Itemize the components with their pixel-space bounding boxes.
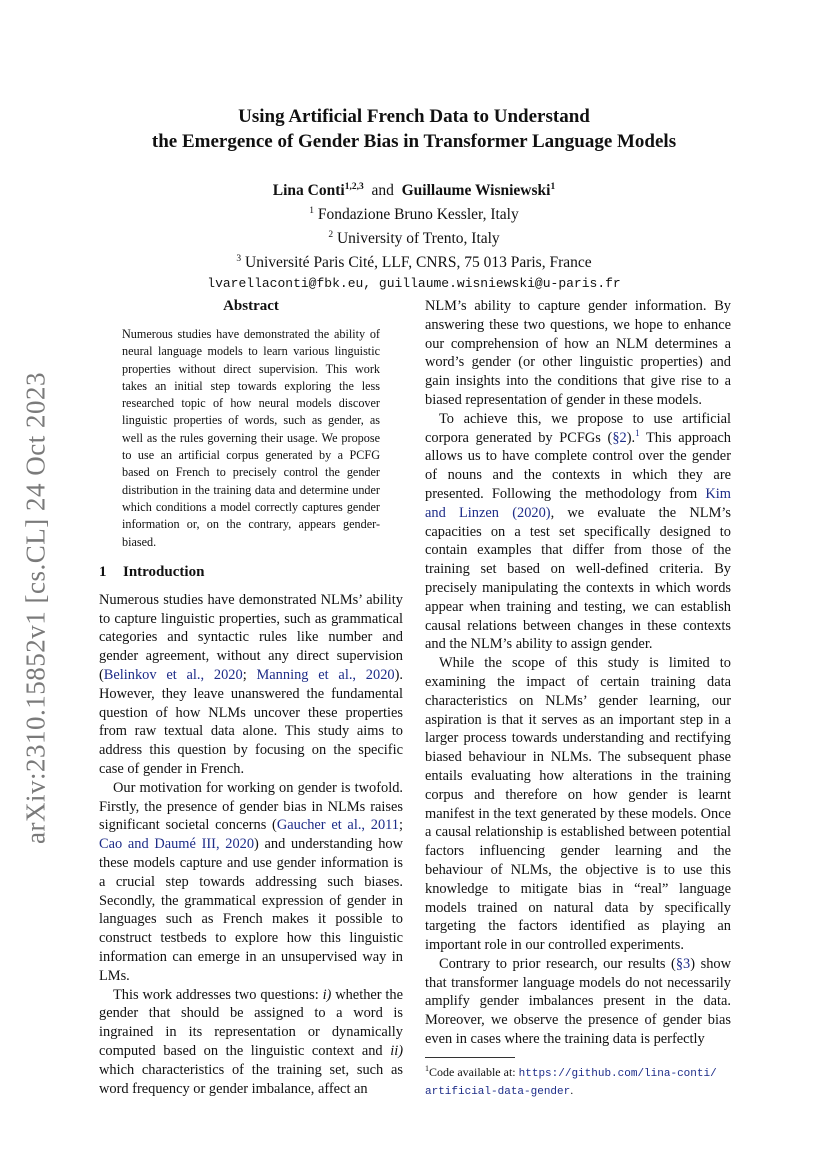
affiliation-3 (90, 249, 738, 273)
affiliation-2-text: University of Trento, Italy (336, 230, 500, 248)
footnote-label: Code available at: (429, 1064, 519, 1079)
code-repository-link-part-2[interactable]: artificial-data-gender (425, 1085, 571, 1098)
affiliation-2-number: 2 (328, 230, 334, 241)
right-paragraph-1: NLM’s ability to capture gender information. By answering these two questions, we hope to enhance our comprehension of how an NLM determines a word’s gender (or other linguistic properties) and gain insights into the conditions that give rise to a biased representation of gender in these models. (425, 298, 731, 408)
author-1-name: Lina Conti (272, 182, 345, 200)
arxiv-identifier-text: arXiv:2310.15852v1 [cs.CL] 24 Oct 2023 (20, 372, 51, 844)
citation-gaucher[interactable]: Gaucher et al., 2011 (276, 817, 399, 834)
citation-cao-daume[interactable]: Cao and Daumé III, 2020 (99, 836, 255, 853)
intro-paragraph-1: Numerous studies have demonstrated NLMs’ ability to capture linguistic properties, such as grammatical categories and syntactic rules like number and gender agreement, without any direct supervision (Belinkov et al., 2020; Manning et al., 2020). However, they leave unanswered the fundamental question of how NLMs uncover these properties from raw textual data alone. This study aims to address this question by focusing on the specific case of gender in French. (99, 591, 403, 778)
citation-kim-linzen[interactable]: Kim and Linzen (2020) (425, 485, 731, 521)
section-heading-introduction (99, 562, 403, 582)
footnote-number: 1 (425, 1063, 429, 1073)
author-2-name: Guillaume Wisniewski (401, 182, 551, 200)
author-list (90, 177, 738, 201)
section-2-reference[interactable]: §2 (612, 429, 627, 446)
footnote-1: $^1$Code available at: https://github.com/lina-conti/ artificial-data-gender. (425, 1063, 717, 1098)
author-emails[interactable]: lvarellaconti@fbk.eu, guillaume.wisniewski@u-paris.fr (207, 275, 621, 291)
paper-title (90, 104, 738, 154)
author-1-affiliation-marks: 1,2,3 (344, 182, 364, 192)
affiliation-1-text: Fondazione Bruno Kessler, Italy (317, 206, 519, 224)
intro-paragraph-2: Our motivation for working on gender is twofold. Firstly, the presence of gender bias in NLMs raises significant societal concerns (Gaucher et al., 2011; Cao and Daumé III, 2020) and understanding how these models capture and use gender information is a crucial step towards addressing such biases. Secondly, the grammatical expression of gender in languages such as French makes it possible to construct testbeds to explore how this linguistic information can emerge in an unsupervised way in LMs. (99, 779, 403, 984)
intro-paragraph-3: This work addresses two questions: i) whether the gender that should be assigned to a word is ingrained in its representation or dynamically computed based on the linguistic context and ii) which characteristics of the training set, such as word frequency or gender imbalance, affect an (99, 986, 404, 1097)
title-line-2: the Emergence of Gender Bias in Transformer Language Models (151, 131, 677, 152)
abstract-heading: Abstract (223, 298, 279, 314)
section-title: Introduction (123, 563, 205, 580)
footnote-1-marker[interactable]: 1 (635, 427, 640, 438)
arxiv-identifier-stamp (16, 368, 56, 848)
author-joiner: and (371, 182, 394, 200)
affiliation-1-number: 1 (309, 206, 315, 217)
paper-header (90, 104, 738, 294)
section-number: 1 (99, 563, 107, 580)
right-paragraph-4: Contrary to prior research, our results (§3) show that transformer language models do not necessarily amplify gender imbalances present in the data. Moreover, we observe the presence of gender bias even in cases where the training data is perfectly (425, 955, 732, 1048)
citation-manning[interactable]: Manning et al., 2020 (256, 667, 395, 684)
affiliation-3-number: 3 (236, 254, 242, 265)
section-3-reference[interactable]: §3 (675, 955, 691, 972)
affiliation-3-text: Université Paris Cité, LLF, CNRS, 75 013 Paris, France (245, 254, 592, 272)
author-2-affiliation-marks: 1 (550, 182, 556, 192)
title-line-1: Using Artificial French Data to Understand (238, 106, 590, 127)
code-repository-link-part-1[interactable]: https://github.com/lina-conti/ (518, 1067, 717, 1080)
affiliation-2 (90, 225, 738, 249)
affiliation-1 (90, 201, 738, 225)
right-paragraph-2: To achieve this, we propose to use artificial corpora generated by PCFGs (§2).$^1$ This approach allows us to have complete control over the gender of nouns and the contexts in which they are presented. Following the methodology from Kim and Linzen (2020), we evaluate the NLM’s capacities on a test set specifically designed to contain examples that differ from those of the training set based on well-defined criteria. By precisely manipulating the contexts in which words appear when training and testing, we can establish causal relations between changes in these contexts and the NLM’s ability to assign gender. (425, 410, 731, 653)
abstract-text: Numerous studies have demonstrated the ability of neural language models to learn various linguistic properties without direct supervision. This work takes an initial step towards exploring the less researched topic of how neural models discover linguistic properties of words, such as gender, as well as the rules governing their usage. We propose to use an artificial corpus generated by a PCFG based on French to precisely control the gender distribution in the training data and determine under which conditions a model correctly captures gender information or, on the contrary, appears gender-biased. (122, 327, 380, 549)
right-paragraph-3: While the scope of this study is limited to examining the impact of certain training data characteristics on NLMs’ gender learning, our aspiration is that it serves as an important step in a larger process towards understanding and rectifying biased behaviour in NLMs. The subsequent phase entails evaluating how alterations in the training corpus and therefore on how gender is learnt manifest in the text generated by these models. Once a causal relationship is established between potential factors influencing gender learning and the behaviour of NLMs, the objective is to use this knowledge to mitigate bias in “real” language models trained on natural data by specifically targeting the factors identified as playing an important role in our controlled experiments. (425, 655, 731, 954)
footnote-divider (425, 1057, 515, 1058)
right-column (425, 297, 731, 1100)
left-column (99, 296, 403, 1098)
citation-belinkov[interactable]: Belinkov et al., 2020 (103, 667, 243, 684)
